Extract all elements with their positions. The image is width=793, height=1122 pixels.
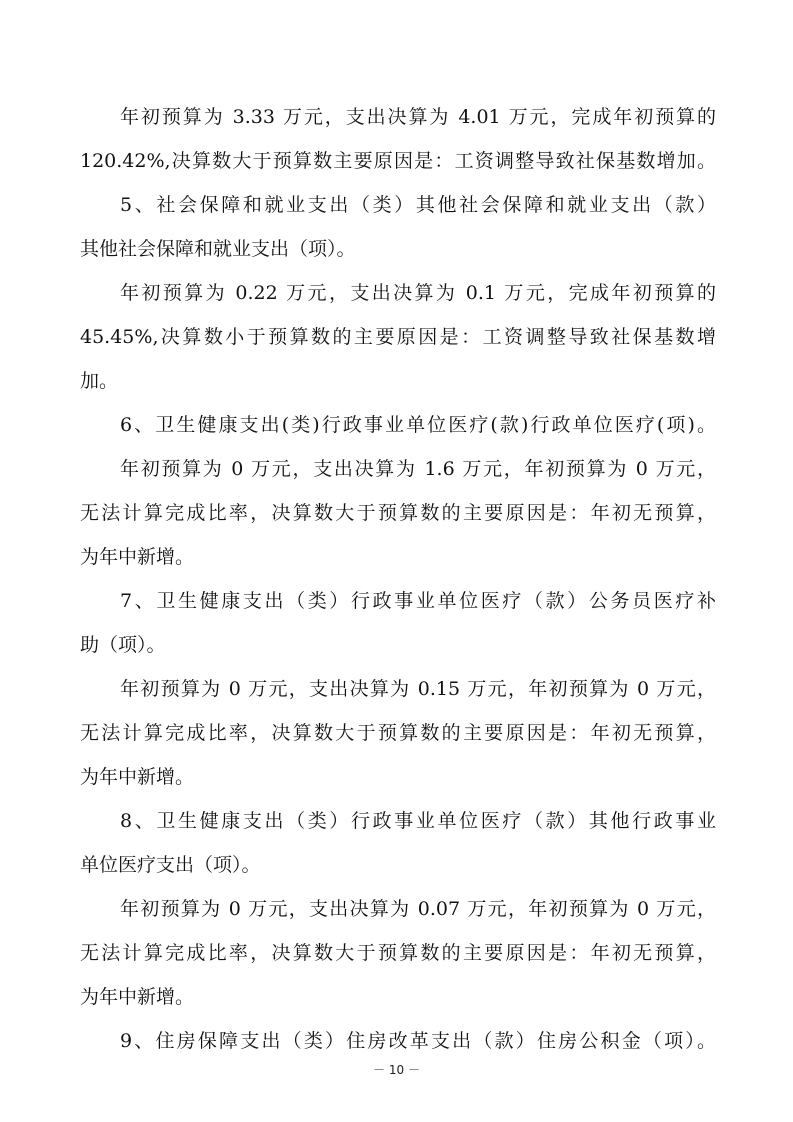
budget-text-line: 年初预算为 0 万元，支出决算为 0.15 万元，年初预算为 0 万元， — [120, 678, 716, 700]
section-heading-line: 7、卫生健康支出（类）行政事业单位医疗（款）公务员医疗补 — [120, 590, 716, 612]
budget-text-line: 加。 — [80, 370, 119, 392]
budget-text-line: 45.45%,决算数小于预算数的主要原因是：工资调整导致社保基数增 — [80, 326, 716, 348]
page-number: － 10 － — [373, 1063, 420, 1077]
section-heading-line: 5、社会保障和就业支出（类）其他社会保障和就业支出（款） — [120, 194, 716, 216]
budget-text-line: 120.42%,决算数大于预算数主要原因是：工资调整导致社保基数增加。 — [80, 150, 716, 172]
section-heading-line: 8、卫生健康支出（类）行政事业单位医疗（款）其他行政事业 — [120, 810, 716, 832]
section-heading-line: 助（项）。 — [80, 634, 166, 656]
section-heading-line: 其他社会保障和就业支出（项）。 — [80, 238, 356, 260]
budget-text-line: 年初预算为 0 万元，支出决算为 1.6 万元，年初预算为 0 万元， — [120, 458, 716, 480]
budget-text-line: 年初预算为 0.22 万元，支出决算为 0.1 万元，完成年初预算的 — [120, 282, 716, 304]
section-heading-line: 单位医疗支出（项）。 — [80, 854, 261, 876]
budget-text-line: 为年中新增。 — [80, 986, 195, 1008]
budget-text-line: 年初预算为 0 万元，支出决算为 0.07 万元，年初预算为 0 万元， — [120, 898, 716, 920]
budget-text-line: 无法计算完成比率，决算数大于预算数的主要原因是：年初无预算， — [80, 502, 716, 524]
budget-text-line: 无法计算完成比率，决算数大于预算数的主要原因是：年初无预算， — [80, 942, 716, 964]
section-heading-line: 9、住房保障支出（类）住房改革支出（款）住房公积金（项）。 — [120, 1030, 716, 1052]
budget-text-line: 年初预算为 3.33 万元，支出决算为 4.01 万元，完成年初预算的 — [120, 106, 716, 128]
budget-text-line: 为年中新增。 — [80, 766, 195, 788]
section-heading-line: 6、卫生健康支出(类)行政事业单位医疗(款)行政单位医疗(项)。 — [120, 414, 716, 436]
budget-text-line: 为年中新增。 — [80, 546, 195, 568]
budget-text-line: 无法计算完成比率，决算数大于预算数的主要原因是：年初无预算， — [80, 722, 716, 744]
